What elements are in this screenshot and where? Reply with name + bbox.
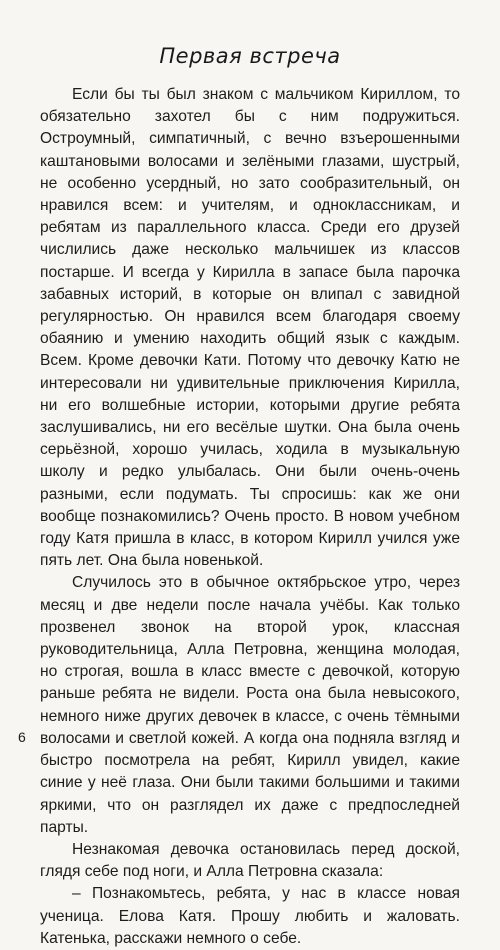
- paragraph: Случилось это в обычное октябрьское утро, через месяц и две недели после начала учёбы. Как только прозвенел звонок на второй урок, классная руководительница, Алла Петровна, женщина молодая, но строгая, вошла в класс вместе с девочкой, которую раньше ребята не видели. Роста она была невысокого, немного ниже других девочек в классе, с очень тёмными волосами и светлой кожей. А когда она подняла взгляд и быстро посмотрела на ребят, Кирилл увидел, какие синие у неё глаза. Они были такими большими и такими яркими, что он разглядел их даже с предпоследней парты.: [40, 574, 460, 836]
- chapter-title: Первая встреча: [159, 44, 341, 68]
- dialogue-paragraph: – Познакомьтесь, ребята, у нас в классе новая ученица. Елова Катя. Прошу любить и жаловать. Катенька, расскажи немного о себе.: [40, 885, 460, 947]
- body-text: [40, 84, 460, 950]
- paragraph: Если бы ты был знаком с мальчиком Кириллом, то обязательно захотел бы с ним подружиться. Остроумный, симпатичный, с вечно взъерошенными каштановыми волосами и зелёными глазами, шустрый, не особенно усердный, но зато сообразительный, он нравился всем: и учителям, и одноклассникам, и ребятам из параллельного класса. Среди его друзей числились даже несколько мальчишек из классов постарше. И всегда у Кирилла в запасе была парочка забавных историй, в которые он влипал с завидной регулярностью. Он нравился всем благодаря своему обаянию и умению находить общий язык с каждым. Всем. Кроме девочки Кати. Потому что девочку Катю не интересовали ни удивительные приключения Кирилла, ни его волшебные истории, которыми другие ребята заслушивались, ни его весёлые шутки. Она была очень серьёзной, хорошо училась, ходила в музыкальную школу и редко улыбалась. Они были очень-очень разными, если подумать. Ты спросишь: как же они вообще познакомились? Очень просто. В новом учебном году Катя пришла в класс, в котором Кирилл учился уже пять лет. Она была новенькой.: [40, 86, 460, 570]
- paragraph: Незнакомая девочка остановилась перед доской, глядя себе под ноги, и Алла Петровна сказала:: [40, 840, 460, 881]
- page-number: 6: [18, 729, 26, 745]
